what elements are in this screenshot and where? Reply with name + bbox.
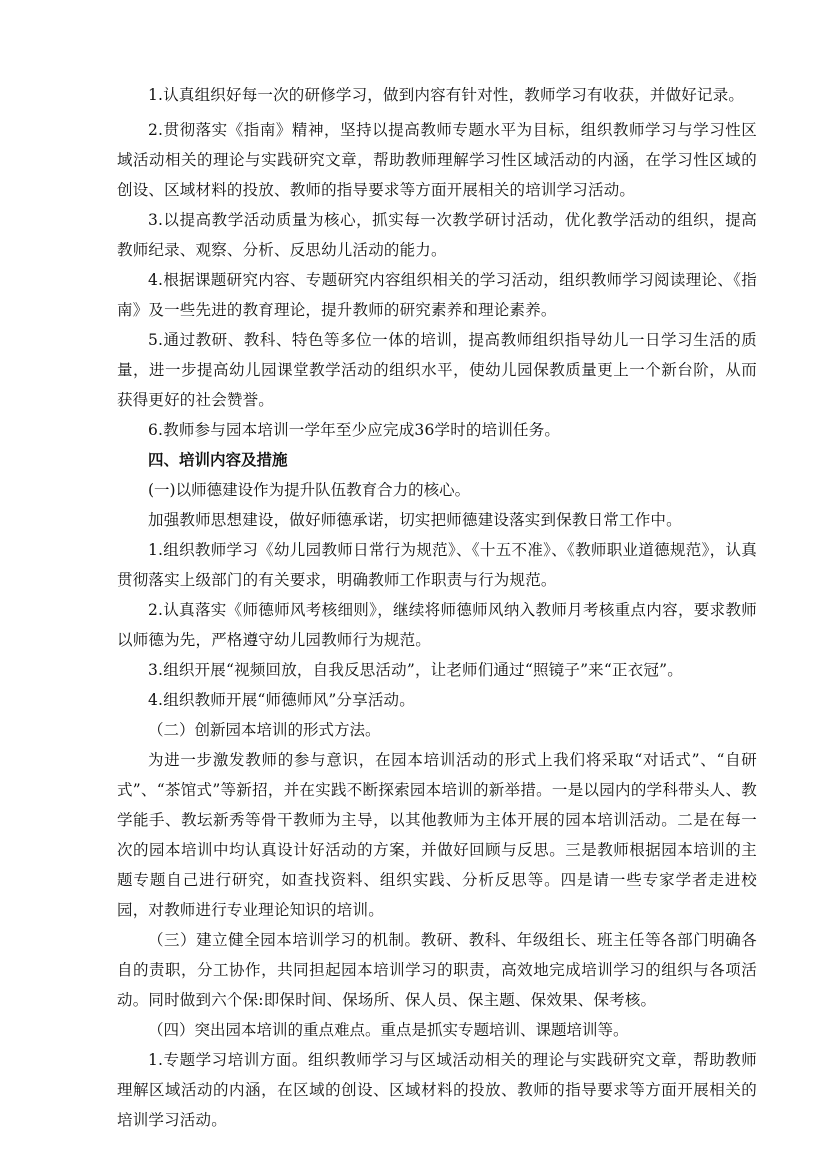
paragraph-13: （三）建立健全园本培训学习的机制。教研、教科、年级组长、班主任等各部门明确各自的责职，分工协作，共同担起园本培训学习的职责，高效地完成培训学习的组织与各项活动。同时做到六个保:即保时间、保场所、保人员、保主题、保效果、保考核。 [117,931,757,1009]
paragraph-5: 5.通过教研、教科、特色等多位一体的培训，提高教师组织指导幼儿一日学习生活的质量，进一步提高幼儿园课堂教学活动的组织水平，使幼儿园保教质量更上一个新台阶，从而获得更好的社会赞誉。 [117,331,757,409]
paragraph-3: 3.以提高教学活动质量为核心，抓实每一次教学研讨活动，优化教学活动的组织，提高教师纪录、观察、分析、反思幼儿活动的能力。 [117,211,757,259]
subsection-1-title: (一)以师德建设作为提升队伍教育合力的核心。 [148,481,471,499]
paragraph-8: 1.组织教师学习《幼儿园教师日常行为规范》、《十五不准》、《教师职业道德规范》，认真贯彻落实上级部门的有关要求，明确教师工作职责与行为规范。 [117,541,757,589]
paragraph-9: 2.认真落实《师德师风考核细则》，继续将师德师风纳入教师月考核重点内容，要求教师以师德为先，严格遵守幼儿园教师行为规范。 [117,601,757,649]
paragraph-1: 1.认真组织好每一次的研修学习，做到内容有针对性，教师学习有收获，并做好记录。 [148,86,745,104]
paragraph-6: 6.教师参与园本培训一学年至少应完成36学时的培训任务。 [148,421,561,439]
paragraph-2: 2.贯彻落实《指南》精神，坚持以提高教师专题水平为目标，组织教师学习与学习性区域活动相关的理论与实践研究文章，帮助教师理解学习性区域活动的内涵，在学习性区域的创设、区域材料的投放、教师的指导要求等方面开展相关的培训学习活动。 [117,121,757,199]
subsection-4-title: （四）突出园本培训的重点难点。重点是抓实专题培训、课题培训等。 [148,1021,629,1039]
paragraph-12: 为进一步激发教师的参与意识，在园本培训活动的形式上我们将采取“对话式”、“自研式”、“茶馆式”等新招，并在实践不断探索园本培训的新举措。一是以园内的学科带头人、教学能手、教坛新秀等骨干教师为主导，以其他教师为主体开展的园本培训活动。二是在每一次的园本培训中均认真设计好活动的方案，并做好回顾与反思。三是教师根据园本培训的主题专题自己进行研究，如查找资料、组织实践、分析反思等。四是请一些专家学者走进校园，对教师进行专业理论知识的培训。 [117,751,757,919]
paragraph-14: 1.专题学习培训方面。组织教师学习与区域活动相关的理论与实践研究文章，帮助教师理解区域活动的内涵，在区域的创设、区域材料的投放、教师的指导要求等方面开展相关的培训学习活动。 [117,1051,757,1129]
paragraph-7: 加强教师思想建设，做好师德承诺，切实把师德建设落实到保教日常工作中。 [148,511,682,529]
document-body [117,80,757,1135]
paragraph-4: 4.根据课题研究内容、专题研究内容组织相关的学习活动，组织教师学习阅读理论、《指南》及一些先进的教育理论，提升教师的研究素养和理论素养。 [117,271,757,319]
subsection-2-title: （二）创新园本培训的形式方法。 [148,721,381,739]
paragraph-10: 3.组织开展“视频回放，自我反思活动”，让老师们通过“照镜子”来“正衣冠”。 [148,661,683,679]
paragraph-11: 4.组织教师开展“师德师风”分享活动。 [148,691,415,709]
section-heading: 四、培训内容及措施 [148,451,288,469]
